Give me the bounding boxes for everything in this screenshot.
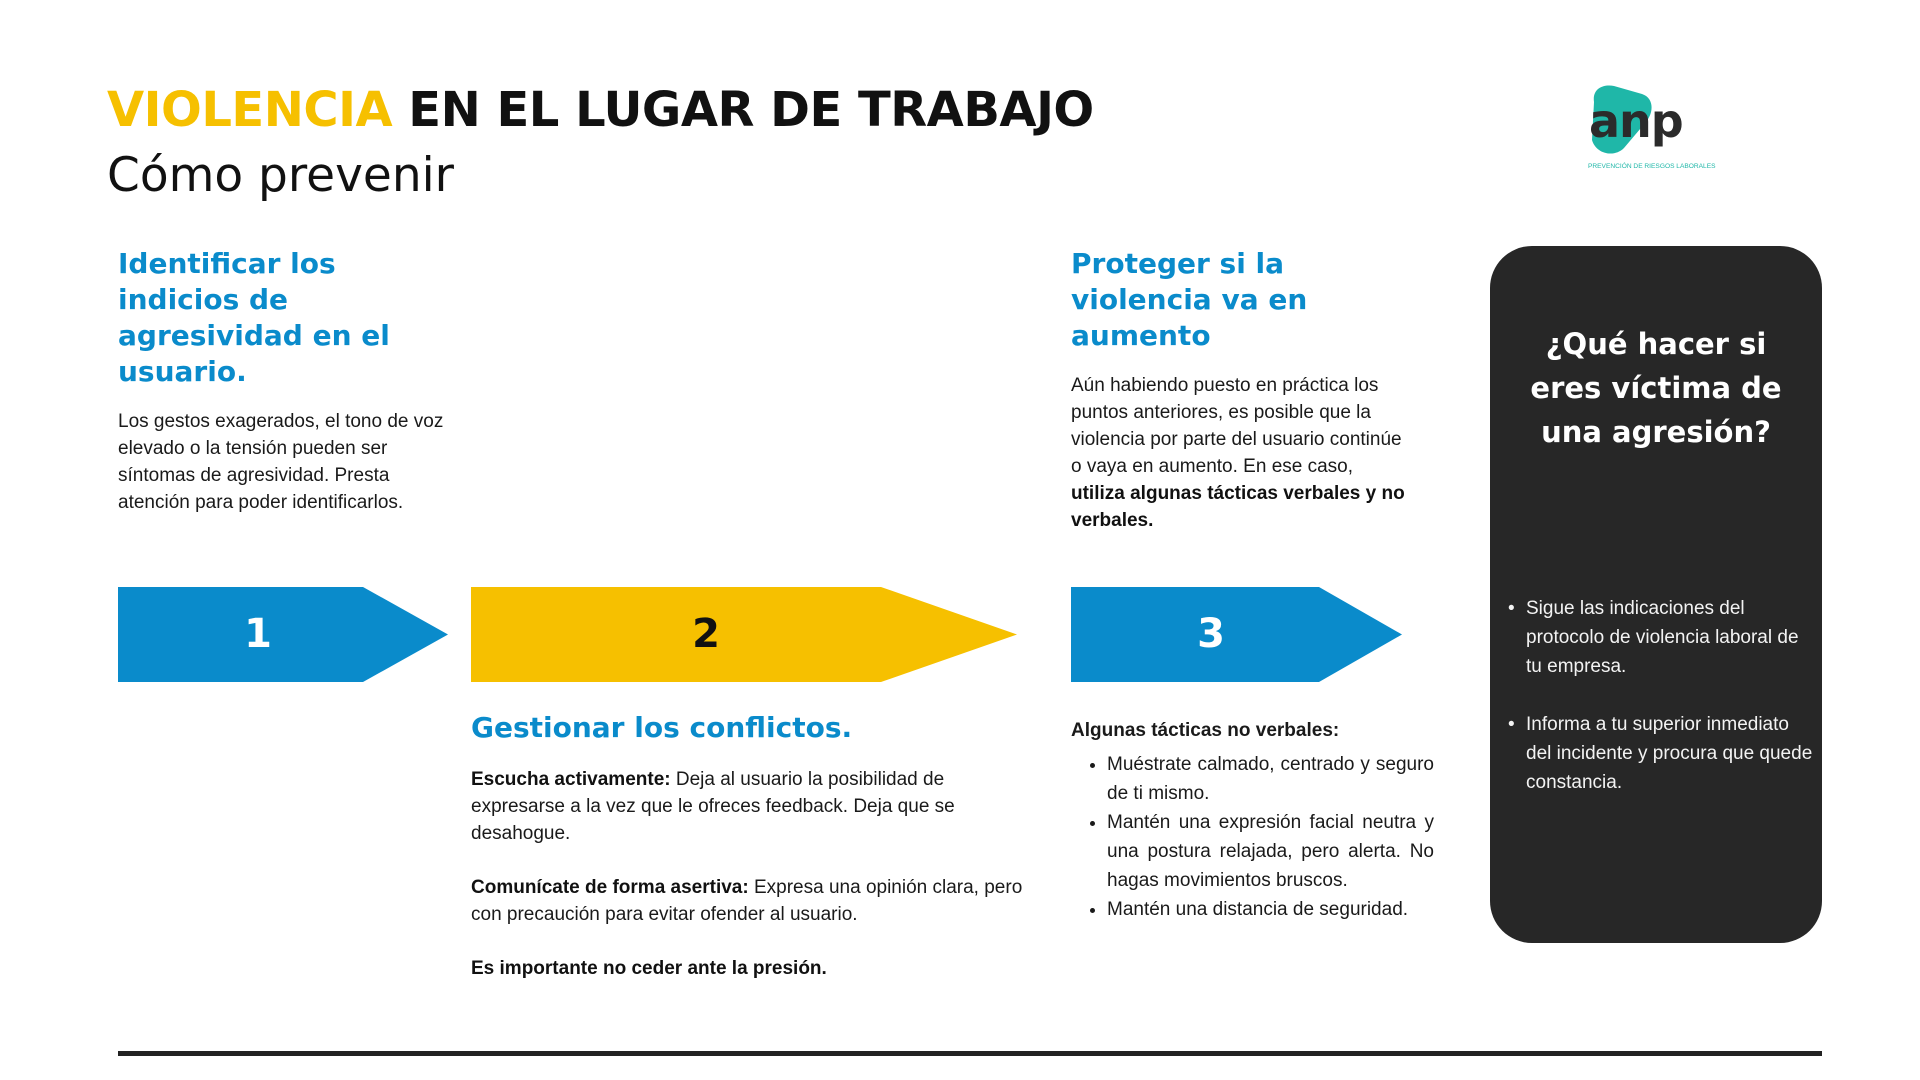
list-item: • Informa a tu superior inmediato del incidente y procura que quede constancia. bbox=[1526, 710, 1818, 797]
card-title: ¿Qué hacer si eres víctima de una agresión? bbox=[1530, 327, 1782, 449]
step3-heading: Proteger si la violencia va en aumento bbox=[1071, 247, 1308, 352]
step1-text: Los gestos exagerados, el tono de voz elevado o la tensión pueden ser síntomas de agresividad. Presta atención para poder identificarlos. bbox=[118, 411, 444, 513]
list-item: • Muéstrate calmado, centrado y seguro de ti mismo. bbox=[1107, 750, 1434, 808]
step3-text-regular: Aún habiendo puesto en práctica los puntos anteriores, es posible que la violencia por parte del usuario continúe o vaya en aumento. En ese caso, bbox=[1071, 375, 1402, 477]
logo-tagline: PREVENCIÓN DE RIESGOS LABORALES bbox=[1588, 163, 1716, 170]
step2-paragraph-2 bbox=[471, 874, 1031, 928]
step2-paragraph-3 bbox=[471, 955, 1031, 982]
step3-text-bold: utiliza algunas tácticas verbales y no verbales. bbox=[1071, 483, 1405, 531]
step2-heading: Gestionar los conflictos. bbox=[471, 711, 853, 744]
nonverbal-list bbox=[1071, 750, 1434, 924]
step2-p2-text: Expresa una opinión clara, pero con precaución para evitar ofender al usuario. bbox=[471, 877, 1023, 925]
victim-card bbox=[1490, 246, 1822, 943]
list-item: • Mantén una distancia de seguridad. bbox=[1107, 895, 1434, 924]
card-list bbox=[1526, 594, 1818, 826]
step1-heading: Identificar los indicios de agresividad en el usuario. bbox=[118, 247, 390, 388]
step2-p1-bold: Escucha activamente: bbox=[471, 769, 671, 790]
nonverbal-title: Algunas tácticas no verbales: bbox=[1071, 720, 1340, 741]
bottom-divider bbox=[118, 1051, 1822, 1056]
arrow-3-number: 3 bbox=[1197, 611, 1225, 657]
arrow-1-number: 1 bbox=[244, 611, 272, 657]
title-rest: EN EL LUGAR DE TRABAJO bbox=[392, 82, 1094, 138]
step3-text bbox=[1071, 372, 1411, 534]
step2-p1-text: Deja al usuario la posibilidad de expresarse a la vez que le ofreces feedback. Deja que se desahogue. bbox=[471, 769, 955, 844]
logo-wordmark: anp bbox=[1589, 94, 1683, 148]
page-subtitle: Cómo prevenir bbox=[107, 148, 454, 203]
list-item: • Sigue las indicaciones del protocolo de violencia laboral de tu empresa. bbox=[1526, 594, 1818, 681]
page-title bbox=[107, 82, 1094, 138]
step2-p2-bold: Comunícate de forma asertiva: bbox=[471, 877, 749, 898]
title-highlight: VIOLENCIA bbox=[107, 82, 393, 138]
list-item: • Mantén una expresión facial neutra y una postura relajada, pero alerta. No hagas movimientos bruscos. bbox=[1107, 808, 1434, 895]
arrow-2-number: 2 bbox=[692, 611, 720, 657]
step2-p3-bold: Es importante no ceder ante la presión. bbox=[471, 958, 827, 979]
anp-logo bbox=[1580, 82, 1730, 182]
step2-paragraph-1 bbox=[471, 766, 1031, 847]
